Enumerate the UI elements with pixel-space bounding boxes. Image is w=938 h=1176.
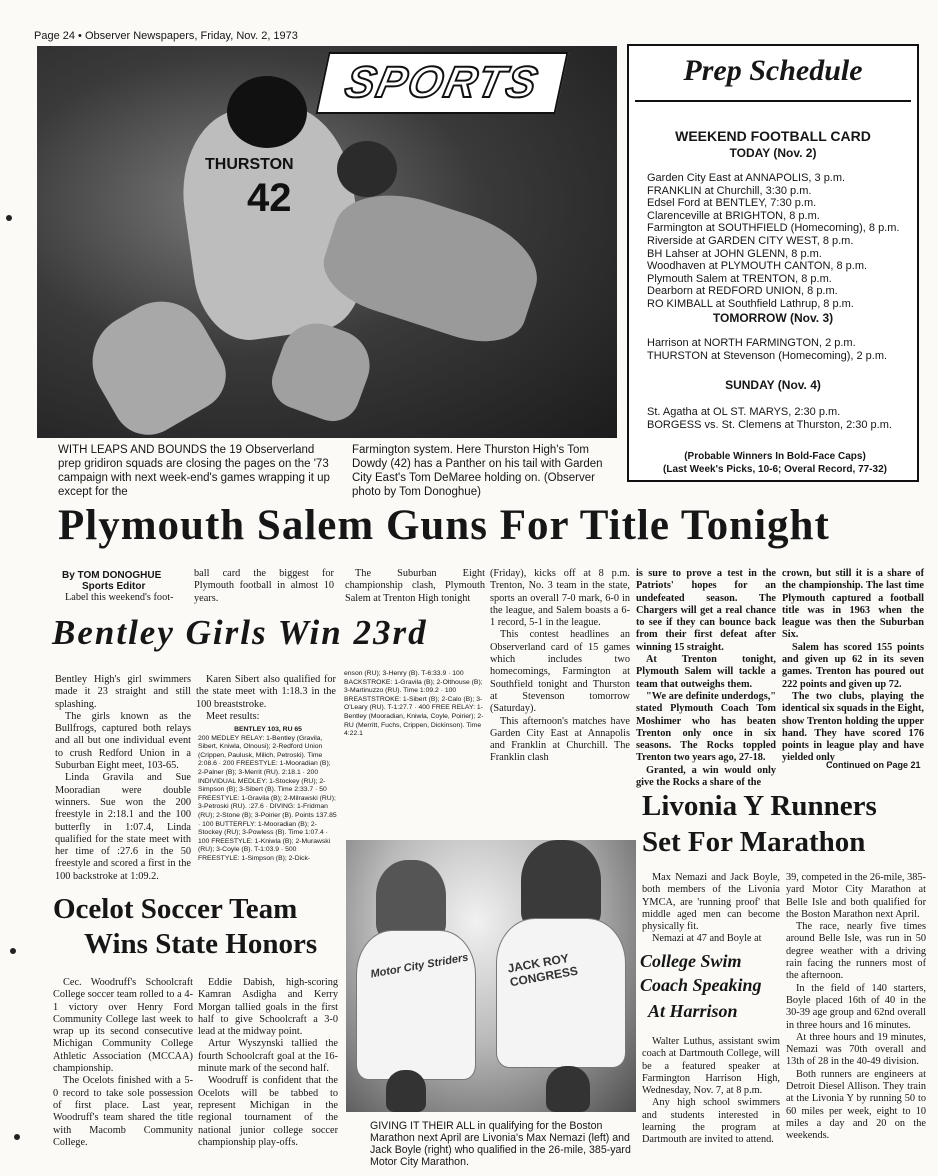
salem-story-col-1: Label this weekend's foot- bbox=[65, 592, 174, 603]
livonia-story-col-1: Max Nemazi and Jack Boyle, both members of the Livonia YMCA, are 'running proof' that middle aged men can become physically fit. Nemazi at 47 and Boyle at bbox=[642, 872, 780, 945]
runner-right-leg bbox=[546, 1066, 590, 1112]
game-line: FRANKLIN at Churchill, 3:30 p.m. bbox=[647, 184, 812, 197]
ocelot-headline-line1: Ocelot Soccer Team bbox=[53, 893, 298, 925]
game-line: Harrison at NORTH FARMINGTON, 2 p.m. bbox=[647, 337, 856, 349]
byline: By TOM DONOGHUE Sports Editor bbox=[62, 570, 162, 592]
game-line: BH Lahser at JOHN GLENN, 8 p.m. bbox=[647, 247, 822, 260]
page-folio: Page 24 • Observer Newspapers, Friday, Nov. 2, 1973 bbox=[34, 30, 298, 42]
prep-schedule-title: Prep Schedule bbox=[683, 54, 863, 87]
print-speck bbox=[10, 948, 16, 954]
game-line: Woodhaven at PLYMOUTH CANTON, 8 p.m. bbox=[647, 260, 868, 273]
weekend-card-heading: WEEKEND FOOTBALL CARD bbox=[675, 128, 871, 144]
salem-story-col-3: The Suburban Eight championship clash, Plymouth Salem at Trenton High tonight bbox=[345, 568, 485, 604]
salem-story-col-4: (Friday), kicks off at 8 p.m. Trenton, No. 3 team in the state, sports an overall 7-0 mark, 6-0 in the league, and Salem boasts a 6-1 record, 5-1 in the league. This contest headlines an Observerland card of 15 games which includes two homecomings, Farmington at Southfield tonight and Thurston at Stevenson tomorrow (Saturday). This afternoon's matches have Garden City East at Annapolis and Franklin at Churchill. The Franklin clash bbox=[490, 568, 630, 764]
game-line: Garden City East at ANNAPOLIS, 3 p.m. bbox=[647, 172, 846, 184]
prep-divider bbox=[635, 100, 911, 102]
ocelot-headline-line2: Wins State Honors bbox=[84, 928, 318, 960]
shirt-right-text: JACK ROY CONGRESS bbox=[506, 951, 579, 990]
bentley-results-col-2: enson (RU); 3-Henry (B). T-6:33.9 · 100 BACKSTROKE: 1-Gravila (B); 2-Olthouse (B); 3-Martinuzzo (RU). Time 1:09.2 · 100 BREASTSTROKE: 1-Sibert (B); 2-Calo (B); 3-O'Leary (RU). T-1:27.7 · 400 FREE RELAY: 1-Bentley (Mooradian, Kniwla, Coyle, Poirier); 2-RU (Merritt, Fuchs, Crippen, Dickinson). Time 4:22.1 bbox=[344, 670, 484, 738]
sports-logo: SPORTS bbox=[315, 52, 568, 114]
results-heading: BENTLEY 103, RU 65 bbox=[234, 726, 302, 733]
game-line: Farmington at SOUTHFIELD (Homecoming), 8 p.m. bbox=[647, 222, 900, 235]
bottom-caption: GIVING IT THEIR ALL in qualifying for the Boston Marathon next April are Livonia's Max Nemazi (left) and Jack Boyle (right) who qualified in the 26-mile, 385-yard Motor City Marathon. bbox=[370, 1120, 631, 1168]
picks-note: (Probable Winners In Bold-Face Caps) bbox=[684, 451, 866, 462]
game-line: Dearborn at REDFORD UNION, 8 p.m. bbox=[647, 285, 838, 298]
game-line: BORGESS vs. St. Clemens at Thurston, 2:30 p.m. bbox=[647, 418, 892, 431]
runner-left-head bbox=[376, 860, 446, 940]
prep-schedule-box bbox=[627, 44, 919, 482]
results-text: 200 MEDLEY RELAY: 1-Bentley (Gravila, Sibert, Kniwla, Olnousi); 2-Redford Union (Crippen, Paulusk, Milich, Petroski). Time 2:08.6 · 200 FREESTYLE: 1-Mooradian (B); 2-Palner (B); 3-Merrit (RU). 2:18.1 · 200 INDIVIDUAL MEDLEY: 1-Stockey (RU); 2-Simpson (B); 3-Sibert (B). Time 2:33.7 · 50 FREESTYLE: 1-Gravila (B); 2-Milrawski (RU); 3-Petroski (RU). :27.6 · DIVING: 1-Fridman (RU); 2-Stone (B); 3-Poirier (B). Points 137.85 · 100 BUTTERFLY: 1-Mooradian (B); 2-Stockey (RU); 3-Powless (B). Time 1:07.4 · 100 FREESTYLE: 1-Kniwla (B); 2-Murawski (RU); 3-Coyle (B). T-1:03.9 · 500 FREESTYLE: 1-Simpson (B); 2-Dick- bbox=[198, 734, 337, 862]
top-caption-right: Farmington system. Here Thurston High's Tom Dowdy (42) has a Panther on his tail with Garden City East's Tom DeMaree holding on. (Observer photo by Tom Donoghue) bbox=[352, 444, 603, 498]
college-story: Walter Luthus, assistant swim coach at Dartmouth College, will be a featured speaker at Farmington Harrison High, Wednesday, Nov. 7, at 8 p.m. Any high school swimmers and students interested in learning the program at Dartmouth are invited to attend. bbox=[642, 1036, 780, 1146]
main-headline: Plymouth Salem Guns For Title Tonight bbox=[58, 502, 830, 549]
game-line: Riverside at GARDEN CITY WEST, 8 p.m. bbox=[647, 234, 854, 247]
college-headline-line3: At Harrison bbox=[648, 1001, 738, 1021]
livonia-story-col-2: 39, competed in the 26-mile, 385-yard Motor City Marathon at Belle Isle and both qualified for the Boston Marathon next April. The race, nearly five times around Belle Isle, was run in 50 degree weather with a driving rain facing the runners most of the afternoon. In the field of 140 starters, Boyle placed 16th of 40 in the 30-39 age group and 62nd overall in three hours and 16 minutes. At three hours and 19 minutes, Nemazi was 70th overall and 13th of 28 in the 40-49 division. Both runners are engineers at Detroit Diesel Allison. They train at the Livonia Y by running 50 to 60 miles per week, eight to 10 miles a day and 20 on the weekends. bbox=[786, 872, 926, 1142]
bentley-story-col-1: Bentley High's girl swimmers made it 23 straight and still splashing. The girls known as the Bullfrogs, captured both relays and all but one individual event to crush Redford Union in a Suburban Eight meet, 103-65. Linda Gravila and Sue Mooradian were double winners. Sue won the 200 freestyle in 2:18.1 and the 100 butterfly in 1:07.4, Linda qualified for the state meet with her time of :27.6 in the 50 freestyle and scored a first in the 100 backstroke at 1:09.2. bbox=[55, 674, 191, 882]
sunday-heading: SUNDAY (Nov. 4) bbox=[725, 378, 821, 392]
bentley-headline: Bentley Girls Win 23rd bbox=[52, 613, 428, 652]
jersey-number: 42 bbox=[247, 176, 292, 220]
runner-left-leg bbox=[386, 1070, 426, 1112]
jersey-name: THURSTON bbox=[205, 156, 294, 173]
bentley-results-col-1 bbox=[198, 726, 338, 874]
runner-right-shirt bbox=[496, 918, 626, 1068]
top-caption-left: WITH LEAPS AND BOUNDS the 19 Observerland prep gridiron squads are closing the pages on the '73 campaign with next week-end's games wrapping it up except for the bbox=[58, 444, 330, 498]
college-headline-line2: Coach Speaking bbox=[640, 975, 762, 995]
game-line: St. Agatha at OL ST. MARYS, 2:30 p.m. bbox=[647, 406, 841, 418]
college-headline-line1: College Swim bbox=[640, 951, 742, 971]
helmet-icon bbox=[227, 76, 307, 148]
game-line: RO KIMBALL at Southfield Lathrup, 8 p.m. bbox=[647, 297, 854, 310]
salem-story-col-2: ball card the biggest for Plymouth football in almost 10 years. bbox=[194, 568, 334, 604]
salem-story-col-5: is sure to prove a test in the Patriots' hopes for an undefeated season. The Chargers will get a real chance to see if they can bounce back from their first defeat after winning 15 straight. At Trenton tonight, Plymouth Salem will tackle a team that outweighs them. "We are definite underdogs," stated Plymouth Coach Tom Moshimer who has beaten Trenton only once in six seasons. The Rocks toppled Trenton two years ago, 27-18. Granted, a win would only give the Rocks a share of the bbox=[636, 568, 776, 789]
continued-note: Continued on Page 21 bbox=[826, 760, 921, 770]
game-line: Clarenceville at BRIGHTON, 8 p.m. bbox=[647, 209, 820, 222]
print-speck bbox=[14, 1134, 20, 1140]
marathon-photo bbox=[346, 840, 636, 1112]
print-speck bbox=[6, 215, 12, 221]
today-heading: TODAY (Nov. 2) bbox=[729, 146, 817, 160]
game-line: Edsel Ford at BENTLEY, 7:30 p.m. bbox=[647, 197, 817, 210]
bentley-story-col-2: Karen Sibert also qualified for the state meet with 1:18.3 in the 100 breaststroke. Meet results: bbox=[196, 674, 336, 722]
record-note: (Last Week's Picks, 10-6; Overal Record, 77-32) bbox=[663, 464, 887, 475]
ocelot-story-col-2: Eddie Dabish, high-scoring Kamran Asdigha and Kerry Morgan tallied goals in the first half to give Schoolcraft a 3-0 lead at the midway point. Artur Wyszynski tallied the fourth Schoolcraft goal at the 16-minute mark of the second half. Woodruff is confident that the Ocelots will be tabbed to represent Michigan in the regional tournament of the national junior college soccer championship play-offs. bbox=[198, 977, 338, 1148]
sunday-games-list bbox=[647, 406, 892, 431]
game-line: THURSTON at Stevenson (Homecoming), 2 p.m. bbox=[647, 349, 888, 362]
tomorrow-heading: TOMORROW (Nov. 3) bbox=[712, 311, 834, 325]
game-line: Plymouth Salem at TRENTON, 8 p.m. bbox=[647, 272, 832, 285]
runner-right-head bbox=[521, 840, 601, 930]
tomorrow-games-list bbox=[647, 337, 887, 362]
today-games-list bbox=[647, 172, 899, 311]
shirt-left-text: Motor City Striders bbox=[369, 951, 470, 981]
livonia-headline-line1: Livonia Y Runners bbox=[642, 790, 877, 822]
livonia-headline-line2: Set For Marathon bbox=[642, 826, 866, 858]
ocelot-story-col-1: Cec. Woodruff's Schoolcraft College soccer team rolled to a 4-1 victory over Henry Ford Community College last week to wrap up its second consecutive Michigan Community College Athletic Association (MCCAA) championship. The Ocelots finished with a 5-0 record to take sole possession of first place. Last year, Woodruff's team shared the title with Macomb Community College. bbox=[53, 977, 193, 1148]
salem-story-col-6: crown, but still it is a share of the championship. The last time Plymouth captured a football title was in 1963 when the league was then the Suburban Six. Salem has scored 155 points and given up 62 in its seven games. Trenton has poured out 222 points and given up 72. The two clubs, playing the identical six squads in the Eight, show Trenton holding the upper hand. They have scored 176 points in league play and have yielded only bbox=[782, 568, 924, 764]
tackler-helmet-icon bbox=[337, 141, 397, 197]
